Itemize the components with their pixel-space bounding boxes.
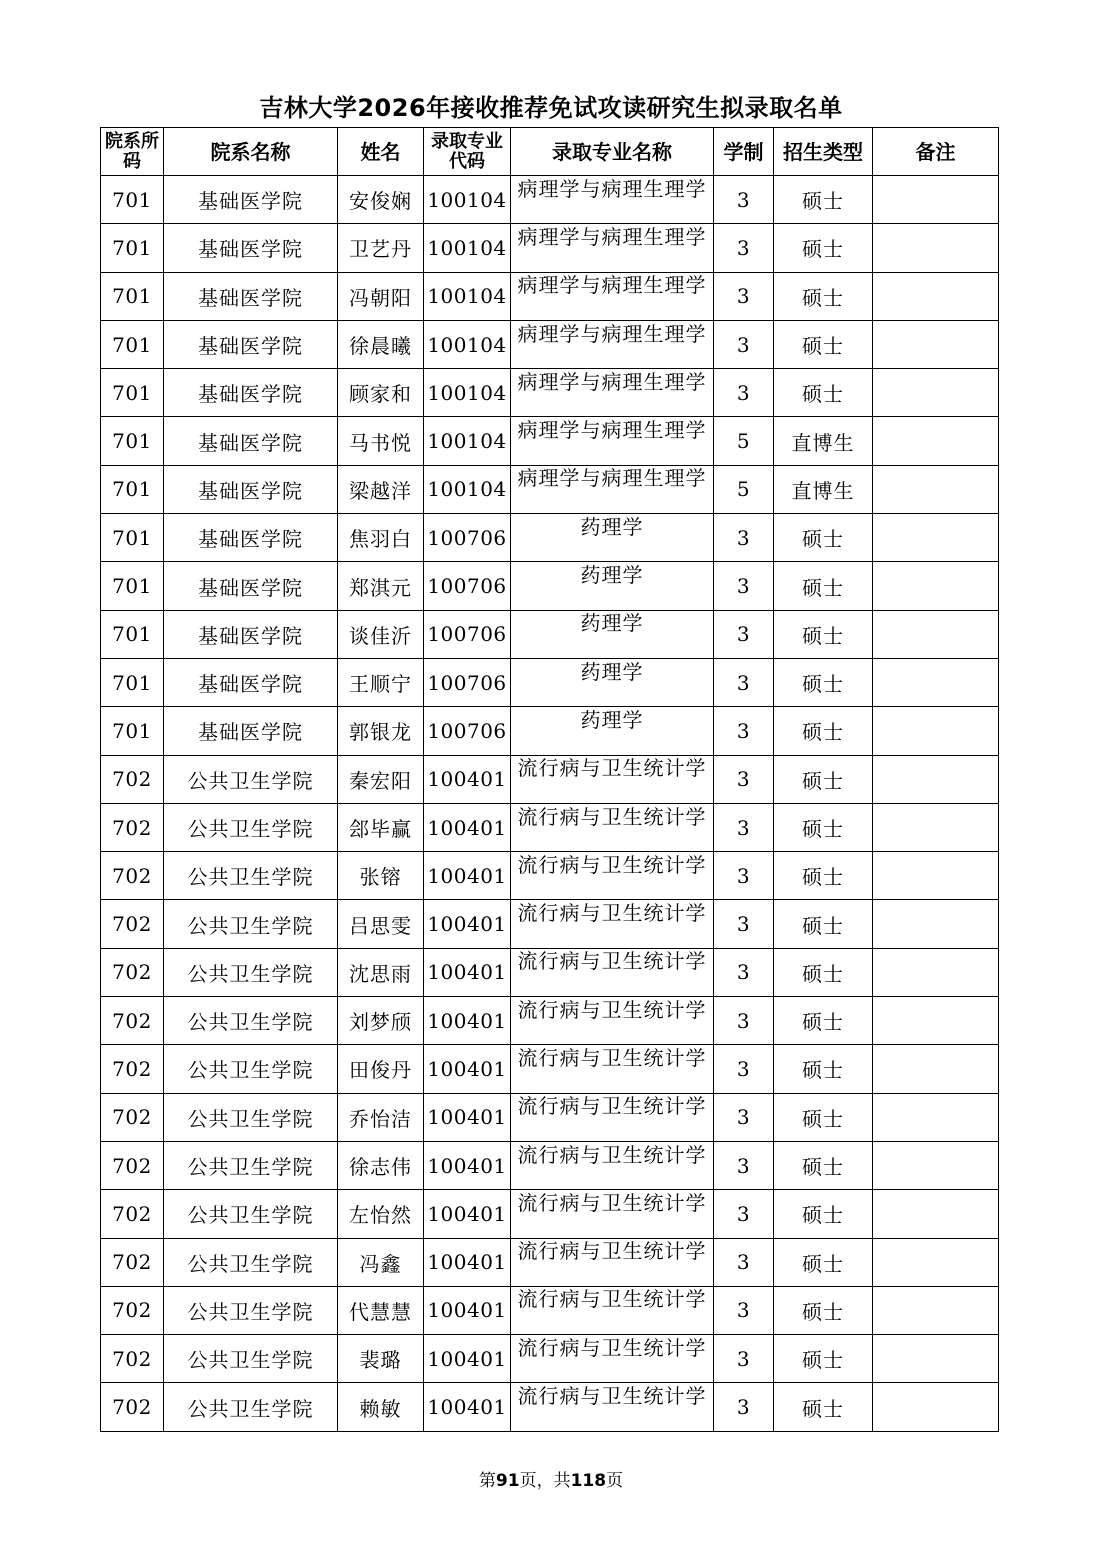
cell-type: 硕士	[774, 320, 873, 368]
cell-remarks	[873, 1238, 999, 1286]
cell-dept-code: 702	[101, 1141, 164, 1189]
header-major-name: 录取专业名称	[511, 128, 714, 176]
footer-total-pages: 118	[570, 1471, 607, 1491]
admission-table	[100, 127, 999, 1432]
major-name-text: 药理学	[580, 708, 644, 732]
table-row	[101, 948, 999, 996]
cell-remarks	[873, 417, 999, 465]
cell-remarks	[873, 514, 999, 562]
cell-dept-name: 公共卫生学院	[164, 803, 338, 851]
table-row	[101, 1141, 999, 1189]
cell-type: 硕士	[774, 997, 873, 1045]
cell-major-code: 100401	[424, 1141, 511, 1189]
cell-type: 硕士	[774, 1141, 873, 1189]
cell-years: 5	[714, 465, 774, 513]
table-row	[101, 176, 999, 224]
cell-student-name: 冯朝阳	[338, 272, 424, 320]
cell-major-code: 100104	[424, 369, 511, 417]
cell-student-name: 裴璐	[338, 1335, 424, 1383]
major-name-text: 病理学与病理生理学	[517, 274, 707, 298]
cell-dept-code: 701	[101, 562, 164, 610]
major-name-text: 流行病与卫生统计学	[517, 805, 707, 829]
table-row	[101, 562, 999, 610]
cell-student-name: 吕思雯	[338, 900, 424, 948]
cell-type: 硕士	[774, 176, 873, 224]
major-name-text: 流行病与卫生统计学	[517, 1288, 707, 1312]
cell-dept-name: 公共卫生学院	[164, 1045, 338, 1093]
cell-type: 硕士	[774, 1093, 873, 1141]
cell-dept-code: 701	[101, 417, 164, 465]
cell-major-code: 100401	[424, 1238, 511, 1286]
cell-student-name: 冯鑫	[338, 1238, 424, 1286]
cell-remarks	[873, 1383, 999, 1431]
cell-dept-code: 702	[101, 1335, 164, 1383]
cell-major-name	[511, 272, 714, 320]
cell-years: 5	[714, 417, 774, 465]
cell-major-name	[511, 369, 714, 417]
cell-major-code: 100104	[424, 272, 511, 320]
major-name-text: 药理学	[580, 660, 644, 684]
cell-years: 3	[714, 1093, 774, 1141]
cell-remarks	[873, 948, 999, 996]
cell-major-name	[511, 1141, 714, 1189]
cell-remarks	[873, 707, 999, 755]
cell-type: 硕士	[774, 948, 873, 996]
cell-major-name	[511, 176, 714, 224]
footer-prefix: 第	[478, 1471, 496, 1491]
cell-years: 3	[714, 1045, 774, 1093]
table-row	[101, 755, 999, 803]
cell-student-name: 郭银龙	[338, 707, 424, 755]
cell-dept-name: 公共卫生学院	[164, 997, 338, 1045]
cell-type: 硕士	[774, 562, 873, 610]
cell-remarks	[873, 997, 999, 1045]
cell-remarks	[873, 803, 999, 851]
cell-remarks	[873, 272, 999, 320]
cell-years: 3	[714, 852, 774, 900]
table-row	[101, 707, 999, 755]
cell-years: 3	[714, 997, 774, 1045]
major-name-text: 病理学与病理生理学	[517, 322, 707, 346]
cell-dept-name: 基础医学院	[164, 658, 338, 706]
major-name-text: 流行病与卫生统计学	[517, 1046, 707, 1070]
cell-dept-name: 公共卫生学院	[164, 1335, 338, 1383]
cell-dept-code: 702	[101, 1045, 164, 1093]
cell-type: 硕士	[774, 852, 873, 900]
cell-major-code: 100401	[424, 1045, 511, 1093]
major-name-text: 药理学	[580, 564, 644, 588]
cell-student-name: 顾家和	[338, 369, 424, 417]
table-row	[101, 610, 999, 658]
cell-dept-name: 公共卫生学院	[164, 900, 338, 948]
cell-major-name	[511, 417, 714, 465]
cell-major-name	[511, 997, 714, 1045]
cell-years: 3	[714, 562, 774, 610]
cell-student-name: 安俊娴	[338, 176, 424, 224]
cell-major-code: 100706	[424, 707, 511, 755]
cell-dept-name: 基础医学院	[164, 465, 338, 513]
cell-remarks	[873, 610, 999, 658]
cell-major-name	[511, 707, 714, 755]
header-major-code: 录取专业代码	[424, 128, 511, 176]
cell-type: 硕士	[774, 707, 873, 755]
header-dept-code: 院系所码	[101, 128, 164, 176]
cell-dept-code: 702	[101, 948, 164, 996]
table-row	[101, 997, 999, 1045]
cell-student-name: 张镕	[338, 852, 424, 900]
cell-dept-name: 基础医学院	[164, 272, 338, 320]
cell-years: 3	[714, 707, 774, 755]
cell-student-name: 郑淇元	[338, 562, 424, 610]
cell-dept-code: 702	[101, 803, 164, 851]
table-row	[101, 320, 999, 368]
table-row	[101, 1286, 999, 1334]
major-name-text: 流行病与卫生统计学	[517, 950, 707, 974]
cell-dept-name: 公共卫生学院	[164, 755, 338, 803]
cell-student-name: 马书悦	[338, 417, 424, 465]
cell-type: 硕士	[774, 900, 873, 948]
cell-dept-code: 701	[101, 224, 164, 272]
cell-major-name	[511, 900, 714, 948]
cell-student-name: 代慧慧	[338, 1286, 424, 1334]
major-name-text: 流行病与卫生统计学	[517, 998, 707, 1022]
header-remarks: 备注	[873, 128, 999, 176]
cell-major-name	[511, 852, 714, 900]
cell-dept-name: 公共卫生学院	[164, 948, 338, 996]
footer-middle: 页，共	[519, 1471, 571, 1491]
cell-student-name: 卫艺丹	[338, 224, 424, 272]
cell-remarks	[873, 1190, 999, 1238]
cell-dept-code: 701	[101, 369, 164, 417]
cell-dept-code: 701	[101, 610, 164, 658]
cell-major-code: 100401	[424, 755, 511, 803]
cell-student-name: 王顺宁	[338, 658, 424, 706]
cell-major-name	[511, 610, 714, 658]
cell-dept-code: 702	[101, 1383, 164, 1431]
cell-dept-name: 公共卫生学院	[164, 1141, 338, 1189]
cell-years: 3	[714, 900, 774, 948]
cell-student-name: 焦羽白	[338, 514, 424, 562]
cell-student-name: 沈思雨	[338, 948, 424, 996]
cell-student-name: 徐晨曦	[338, 320, 424, 368]
cell-dept-code: 702	[101, 900, 164, 948]
cell-dept-code: 701	[101, 707, 164, 755]
cell-dept-code: 702	[101, 755, 164, 803]
header-years: 学制	[714, 128, 774, 176]
cell-dept-code: 701	[101, 658, 164, 706]
cell-major-name	[511, 1045, 714, 1093]
cell-student-name: 梁越洋	[338, 465, 424, 513]
cell-student-name: 郐毕赢	[338, 803, 424, 851]
cell-remarks	[873, 1335, 999, 1383]
cell-type: 硕士	[774, 755, 873, 803]
cell-dept-name: 基础医学院	[164, 320, 338, 368]
cell-type: 硕士	[774, 1286, 873, 1334]
major-name-text: 病理学与病理生理学	[517, 370, 707, 394]
cell-remarks	[873, 852, 999, 900]
cell-type: 硕士	[774, 1383, 873, 1431]
cell-years: 3	[714, 610, 774, 658]
cell-major-name	[511, 803, 714, 851]
cell-remarks	[873, 320, 999, 368]
cell-major-code: 100706	[424, 610, 511, 658]
cell-dept-name: 公共卫生学院	[164, 1383, 338, 1431]
table-row	[101, 1190, 999, 1238]
cell-dept-name: 基础医学院	[164, 369, 338, 417]
cell-major-name	[511, 755, 714, 803]
table-row	[101, 417, 999, 465]
header-type: 招生类型	[774, 128, 873, 176]
table-row	[101, 272, 999, 320]
cell-student-name: 左怡然	[338, 1190, 424, 1238]
cell-major-code: 100401	[424, 1093, 511, 1141]
cell-dept-code: 702	[101, 1238, 164, 1286]
cell-years: 3	[714, 176, 774, 224]
cell-student-name: 赖敏	[338, 1383, 424, 1431]
table-row	[101, 224, 999, 272]
cell-dept-code: 702	[101, 1286, 164, 1334]
cell-student-name: 秦宏阳	[338, 755, 424, 803]
cell-dept-code: 701	[101, 514, 164, 562]
cell-major-code: 100401	[424, 1190, 511, 1238]
header-name: 姓名	[338, 128, 424, 176]
cell-student-name: 乔怡洁	[338, 1093, 424, 1141]
cell-major-code: 100706	[424, 514, 511, 562]
cell-major-name	[511, 562, 714, 610]
major-name-text: 病理学与病理生理学	[517, 467, 707, 491]
cell-dept-name: 基础医学院	[164, 417, 338, 465]
cell-major-code: 100401	[424, 1286, 511, 1334]
cell-student-name: 徐志伟	[338, 1141, 424, 1189]
cell-remarks	[873, 1141, 999, 1189]
table-header	[101, 128, 999, 176]
cell-dept-name: 基础医学院	[164, 176, 338, 224]
cell-major-code: 100104	[424, 417, 511, 465]
cell-major-name	[511, 1335, 714, 1383]
cell-dept-name: 基础医学院	[164, 514, 338, 562]
cell-years: 3	[714, 1286, 774, 1334]
cell-remarks	[873, 1045, 999, 1093]
cell-major-name	[511, 224, 714, 272]
cell-major-code: 100104	[424, 176, 511, 224]
major-name-text: 流行病与卫生统计学	[517, 902, 707, 926]
cell-dept-name: 基础医学院	[164, 610, 338, 658]
cell-student-name: 刘梦颀	[338, 997, 424, 1045]
cell-major-name	[511, 1190, 714, 1238]
cell-years: 3	[714, 803, 774, 851]
cell-dept-name: 公共卫生学院	[164, 1286, 338, 1334]
cell-major-code: 100401	[424, 803, 511, 851]
major-name-text: 流行病与卫生统计学	[517, 1095, 707, 1119]
cell-major-name	[511, 1383, 714, 1431]
cell-years: 3	[714, 1141, 774, 1189]
cell-type: 硕士	[774, 224, 873, 272]
cell-dept-code: 701	[101, 272, 164, 320]
table-body	[101, 176, 999, 1432]
cell-years: 3	[714, 320, 774, 368]
cell-student-name: 谈佳沂	[338, 610, 424, 658]
table-row	[101, 658, 999, 706]
cell-type: 硕士	[774, 803, 873, 851]
cell-type: 直博生	[774, 465, 873, 513]
cell-major-name	[511, 465, 714, 513]
cell-major-code: 100104	[424, 320, 511, 368]
major-name-text: 流行病与卫生统计学	[517, 1385, 707, 1409]
cell-dept-name: 基础医学院	[164, 224, 338, 272]
cell-dept-code: 701	[101, 320, 164, 368]
cell-years: 3	[714, 658, 774, 706]
cell-type: 硕士	[774, 1190, 873, 1238]
cell-dept-name: 基础医学院	[164, 562, 338, 610]
cell-dept-code: 702	[101, 1093, 164, 1141]
table-row	[101, 852, 999, 900]
cell-dept-code: 701	[101, 176, 164, 224]
cell-dept-name: 公共卫生学院	[164, 852, 338, 900]
table-row	[101, 369, 999, 417]
major-name-text: 药理学	[580, 612, 644, 636]
cell-major-code: 100401	[424, 1383, 511, 1431]
cell-remarks	[873, 465, 999, 513]
table-row	[101, 803, 999, 851]
cell-major-code: 100401	[424, 997, 511, 1045]
cell-major-name	[511, 514, 714, 562]
cell-dept-code: 702	[101, 852, 164, 900]
cell-major-name	[511, 658, 714, 706]
cell-type: 硕士	[774, 658, 873, 706]
cell-major-name	[511, 948, 714, 996]
cell-remarks	[873, 1093, 999, 1141]
major-name-text: 流行病与卫生统计学	[517, 1240, 707, 1264]
header-dept-name: 院系名称	[164, 128, 338, 176]
cell-type: 硕士	[774, 369, 873, 417]
cell-years: 3	[714, 369, 774, 417]
cell-years: 3	[714, 514, 774, 562]
major-name-text: 流行病与卫生统计学	[517, 757, 707, 781]
major-name-text: 流行病与卫生统计学	[517, 853, 707, 877]
cell-years: 3	[714, 1335, 774, 1383]
cell-remarks	[873, 900, 999, 948]
cell-remarks	[873, 1286, 999, 1334]
cell-major-name	[511, 1238, 714, 1286]
footer-suffix: 页	[606, 1471, 624, 1491]
cell-major-code: 100401	[424, 948, 511, 996]
table-row	[101, 1238, 999, 1286]
major-name-text: 病理学与病理生理学	[517, 177, 707, 201]
cell-type: 硕士	[774, 610, 873, 658]
cell-remarks	[873, 176, 999, 224]
cell-major-code: 100401	[424, 900, 511, 948]
major-name-text: 流行病与卫生统计学	[517, 1191, 707, 1215]
cell-years: 3	[714, 948, 774, 996]
cell-remarks	[873, 224, 999, 272]
cell-major-name	[511, 320, 714, 368]
cell-remarks	[873, 369, 999, 417]
cell-years: 3	[714, 1190, 774, 1238]
cell-remarks	[873, 562, 999, 610]
table-row	[101, 514, 999, 562]
cell-major-code: 100401	[424, 1335, 511, 1383]
cell-major-code: 100401	[424, 852, 511, 900]
cell-major-code: 100706	[424, 658, 511, 706]
table-row	[101, 1045, 999, 1093]
cell-years: 3	[714, 272, 774, 320]
cell-dept-name: 基础医学院	[164, 707, 338, 755]
table-row	[101, 900, 999, 948]
cell-type: 硕士	[774, 1045, 873, 1093]
cell-type: 硕士	[774, 1335, 873, 1383]
cell-remarks	[873, 755, 999, 803]
cell-type: 硕士	[774, 514, 873, 562]
page-title: 吉林大学2026年接收推荐免试攻读研究生拟录取名单	[259, 94, 843, 122]
cell-type: 直博生	[774, 417, 873, 465]
cell-years: 3	[714, 755, 774, 803]
page-footer	[0, 1466, 1102, 1491]
major-name-text: 流行病与卫生统计学	[517, 1336, 707, 1360]
cell-dept-name: 公共卫生学院	[164, 1093, 338, 1141]
cell-major-code: 100104	[424, 465, 511, 513]
cell-student-name: 田俊丹	[338, 1045, 424, 1093]
cell-major-name	[511, 1286, 714, 1334]
table-row	[101, 465, 999, 513]
cell-years: 3	[714, 1238, 774, 1286]
cell-major-code: 100104	[424, 224, 511, 272]
cell-dept-code: 702	[101, 1190, 164, 1238]
table-row	[101, 1335, 999, 1383]
cell-remarks	[873, 658, 999, 706]
cell-major-code: 100706	[424, 562, 511, 610]
cell-years: 3	[714, 224, 774, 272]
table-row	[101, 1383, 999, 1431]
major-name-text: 流行病与卫生统计学	[517, 1143, 707, 1167]
major-name-text: 病理学与病理生理学	[517, 225, 707, 249]
cell-major-name	[511, 1093, 714, 1141]
cell-dept-code: 701	[101, 465, 164, 513]
cell-type: 硕士	[774, 272, 873, 320]
cell-years: 3	[714, 1383, 774, 1431]
cell-dept-code: 702	[101, 997, 164, 1045]
cell-dept-name: 公共卫生学院	[164, 1190, 338, 1238]
major-name-text: 病理学与病理生理学	[517, 419, 707, 443]
major-name-text: 药理学	[580, 515, 644, 539]
cell-dept-name: 公共卫生学院	[164, 1238, 338, 1286]
cell-type: 硕士	[774, 1238, 873, 1286]
table-row	[101, 1093, 999, 1141]
footer-page-number: 91	[495, 1471, 520, 1491]
